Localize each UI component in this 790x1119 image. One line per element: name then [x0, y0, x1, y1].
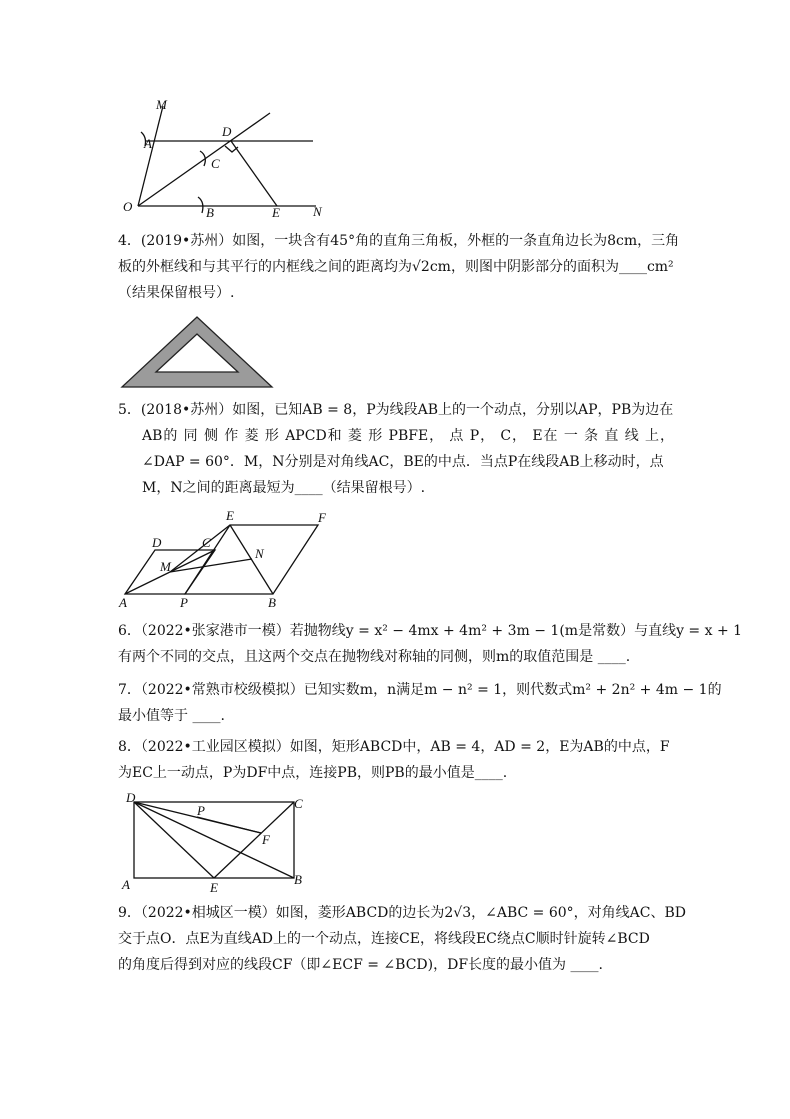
question-8-line-1: 8．（2022•工业园区模拟）如图，矩形ABCD中，AB = 4，AD = 2，E为AB的中点，F — [118, 739, 670, 755]
question-9-line-3: 的角度后得到对应的线段CF（即∠ECF = ∠BCD)，DF长度的最小值为 ____. — [118, 957, 603, 973]
question-4-line-3: （结果保留根号）. — [118, 285, 235, 301]
label-d: D — [126, 792, 136, 805]
label-e: E — [210, 880, 218, 894]
question-4 — [118, 228, 680, 306]
question-4-line-2: 板的外框线和与其平行的内框线之间的距离均为√2cm，则图中阴影部分的面积为____cm² — [118, 259, 674, 275]
question-5-line-2: AB的 同 侧 作 菱 形 APCD和 菱 形 PBFE， 点 P， C， E在 一 条 直 线 上， — [142, 428, 674, 444]
label-c: C — [202, 535, 211, 550]
question-8 — [118, 734, 674, 786]
arc-at-b — [198, 197, 203, 213]
question-3-figure — [118, 96, 338, 222]
label-a: A — [122, 877, 130, 892]
question-7 — [118, 677, 722, 729]
question-5-line-3: ∠DAP = 60°．M，N分别是对角线AC，BE的中点．当点P在线段AB上移动时，点 — [142, 454, 664, 470]
question-7-line-2: 最小值等于 ____. — [118, 708, 225, 724]
question-6-line-1: 6．（2022•张家港市一模）若抛物线y = x² − 4mx + 4m² + 3m − 1(m是常数）与直线y = x + 1 — [118, 623, 743, 639]
question-6-line-2: 有两个不同的交点，且这两个交点在抛物线对称轴的同侧，则m的取值范围是 ____. — [118, 649, 631, 665]
right-angle-mark — [225, 146, 238, 152]
question-5-line-4: M，N之间的距离最短为____（结果留根号）. — [142, 480, 426, 496]
question-4-line-1: 4．(2019•苏州）如图，一块含有45°角的直角三角板，外框的一条直角边长为8cm，三角 — [118, 233, 680, 249]
label-p: P — [180, 595, 188, 610]
segment-pf — [197, 817, 261, 833]
label-p: P — [197, 803, 205, 818]
label-e: E — [226, 508, 234, 523]
label-a: A — [119, 595, 127, 610]
question-9-line-1: 9．（2022•相城区一模）如图，菱形ABCD的边长为2√3，∠ABC = 60°，对角线AC、BD — [118, 905, 687, 921]
segment-db — [134, 802, 294, 878]
label-a: A — [144, 136, 152, 151]
label-o: O — [123, 199, 133, 214]
set-square-figure — [118, 314, 278, 390]
label-d: D — [152, 535, 162, 550]
label-c: C — [294, 796, 303, 811]
label-m: M — [156, 97, 167, 112]
label-c: C — [211, 156, 220, 171]
question-5 — [118, 397, 674, 501]
rectangle-figure — [118, 792, 318, 894]
question-9 — [118, 900, 687, 978]
label-d: D — [222, 124, 232, 139]
set-square-shaded — [122, 317, 272, 387]
label-m: M — [160, 559, 171, 574]
question-7-line-1: 7．（2022•常熟市校级模拟）已知实数m，n满足m − n² = 1，则代数式m² + 2n² + 4m − 1的 — [118, 682, 722, 698]
question-8-line-2: 为EC上一动点，P为DF中点，连接PB，则PB的最小值是____. — [118, 765, 508, 781]
rhombus-figure — [118, 506, 343, 611]
label-n: N — [313, 204, 322, 219]
question-9-line-2: 交于点O．点E为直线AD上的一个动点，连接CE，将线段EC绕点C顺时针旋转∠BCD — [118, 931, 650, 947]
segment-ec — [214, 802, 294, 878]
question-5-line-1: 5．(2018•苏州）如图，已知AB = 8，P为线段AB上的一个动点，分别以AP，PB为边在 — [118, 402, 674, 418]
label-f: F — [318, 510, 326, 525]
label-b: B — [294, 872, 302, 887]
label-b: B — [268, 595, 276, 610]
segment-de — [231, 141, 277, 206]
segment-me — [170, 525, 230, 572]
label-n: N — [255, 546, 264, 561]
label-f: F — [262, 832, 270, 847]
label-e: E — [272, 205, 280, 220]
question-6 — [118, 618, 743, 670]
label-b: B — [206, 205, 214, 220]
